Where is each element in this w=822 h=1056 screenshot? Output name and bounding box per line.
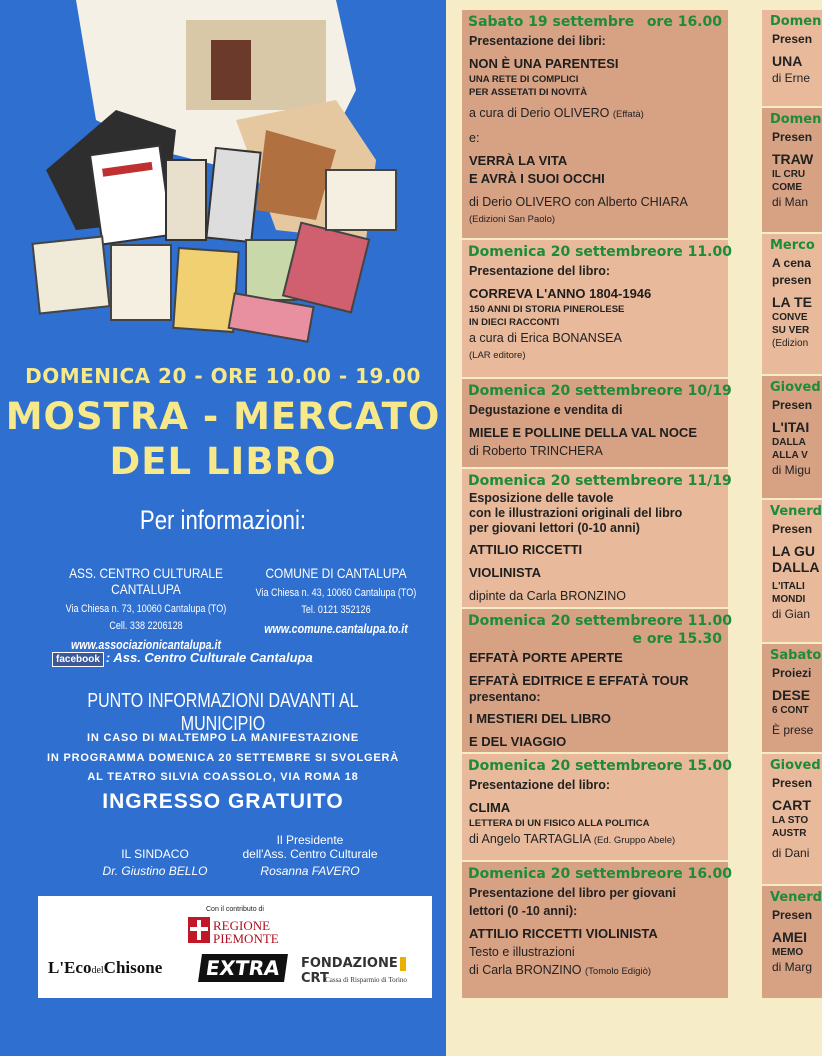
event-subtitle: 6 CONT: [772, 705, 809, 716]
event-line: di Angelo TARTAGLIA (Ed. Gruppo Abele): [469, 832, 676, 846]
program-event: [762, 754, 822, 884]
event-subtitle: LA STO: [772, 815, 809, 826]
facebook-icon: facebook: [52, 652, 104, 667]
program-event: [462, 10, 728, 238]
event-day: Domenica 20 settembre: [468, 244, 657, 260]
event-subtitle: ALLA V: [772, 450, 808, 461]
event-title-line-2: DEL LIBRO: [109, 440, 337, 483]
event-subtitle: CONVE: [772, 312, 808, 323]
extra-logo: EXTRA: [198, 954, 288, 982]
event-book-title: CART: [772, 797, 811, 813]
event-book-title: DESE: [772, 687, 811, 703]
event-time: ore 11.00: [656, 244, 732, 260]
program-event: [762, 644, 822, 752]
contact-website-link[interactable]: www.comune.cantalupa.to.it: [264, 621, 408, 636]
event-day: Gioved: [770, 758, 821, 773]
event-subtitle: MONDI: [772, 594, 806, 605]
program-event: [762, 886, 822, 998]
contact-phone: Tel. 0121 352126: [301, 604, 371, 616]
event-day: Sabato: [770, 648, 822, 663]
event-subtitle: IL CRU: [772, 169, 806, 180]
event-book-title: CORREVA L'ANNO 1804-1946: [469, 286, 652, 301]
event-day: Domenica 20 settembre: [468, 758, 657, 774]
program-event: [762, 500, 822, 642]
event-line: presen: [772, 273, 812, 287]
event-line: di Dani: [772, 846, 810, 860]
event-time: ore 10/19: [656, 383, 732, 399]
event-time: ore 16.00: [646, 14, 722, 30]
signature-role: IL SINDACO: [121, 847, 189, 861]
event-subtitle: UNA RETE DI COMPLICI: [469, 74, 579, 85]
event-line: a cura di Erica BONANSEA: [469, 331, 622, 345]
event-line: Presen: [772, 908, 813, 922]
event-book-title: ATTILIO RICCETTI: [469, 542, 583, 557]
crt-text: CRT: [301, 971, 329, 986]
event-line: Presen: [772, 32, 813, 46]
event-subtitle: COME: [772, 182, 802, 193]
event-day: Venerd: [770, 890, 822, 905]
program-event: [462, 862, 732, 998]
event-day: Domen: [770, 112, 822, 127]
president-signature: [230, 833, 390, 878]
event-line: Presentazione del libro per giovani: [469, 886, 676, 900]
event-book-title: L'ITAI: [772, 419, 810, 435]
regione-piemonte-logo: [188, 917, 298, 947]
event-subtitle: PER ASSETATI DI NOVITÀ: [469, 87, 588, 98]
signature-role: Il Presidente: [276, 833, 344, 847]
fondazione-text: FONDAZIONE: [301, 956, 398, 971]
contact-name: COMUNE DI CANTALUPA: [265, 565, 407, 581]
event-subtitle: 150 ANNI DI STORIA PINEROLESE: [469, 304, 625, 315]
event-book-title: ATTILIO RICCETTI VIOLINISTA: [469, 926, 658, 941]
event-line: di Carla BRONZINO (Tomolo Edigiò): [469, 963, 652, 977]
cassa-risparmio-text: Cassa di Risparmio di Torino: [325, 976, 407, 984]
event-day: Domen: [770, 14, 822, 29]
event-book-title: AMEI: [772, 929, 807, 945]
event-subtitle: L'ITALI: [772, 581, 805, 592]
event-line: Testo e illustrazioni: [469, 945, 575, 959]
event-time-2: e ore 15.30: [632, 631, 722, 647]
event-line: e:: [469, 131, 480, 145]
event-day: Domenica 20 settembre: [468, 473, 657, 489]
event-subtitle: AUSTR: [772, 828, 807, 839]
event-line: Esposizione delle tavole: [469, 491, 614, 505]
sponsors-caption: Con il contributo di: [206, 906, 264, 913]
eco-text-1: L'Eco: [48, 958, 92, 977]
event-header: [462, 10, 728, 32]
event-line: Presen: [772, 776, 813, 790]
event-book-title: CLIMA: [469, 800, 511, 815]
event-line: Presen: [772, 130, 813, 144]
program-event: [462, 754, 732, 860]
event-time: ore 16.00: [656, 866, 732, 882]
event-publisher: (LAR editore): [469, 350, 526, 361]
event-line: Presen: [772, 522, 813, 536]
mayor-signature: [70, 847, 240, 878]
event-subtitle: LETTERA DI UN FISICO ALLA POLITICA: [469, 818, 650, 829]
facebook-line[interactable]: [52, 650, 313, 667]
event-book-title: LA GU: [772, 543, 816, 559]
eco-del-chisone-logo: [48, 958, 162, 978]
event-line: lettori (0 -10 anni):: [469, 904, 578, 918]
event-line: di Gian: [772, 607, 811, 621]
eco-text-2: del: [91, 965, 104, 976]
event-publisher: (Edizioni San Paolo): [469, 214, 556, 225]
event-book-title: DALLA: [772, 559, 820, 575]
event-line: di Roberto TRINCHERA: [469, 444, 603, 458]
event-book-title: UNA: [772, 53, 803, 69]
event-subtitle: SU VER: [772, 325, 810, 336]
event-day: Merco: [770, 238, 815, 253]
contact-association: [36, 565, 256, 656]
eco-text-3: Chisone: [103, 958, 163, 977]
free-entry-notice: INGRESSO GRATUITO: [102, 790, 344, 813]
event-day: Domenica 20 settembre: [468, 383, 657, 399]
event-line: È prese: [772, 723, 814, 737]
regione-shield-icon: [188, 917, 210, 943]
event-publisher: (Edizion: [772, 338, 809, 349]
event-line: A cena: [772, 256, 811, 270]
event-line: Proiezi: [772, 666, 812, 680]
event-header: [462, 862, 732, 884]
contact-website-link[interactable]: www.associazionicantalupa.it: [70, 637, 222, 652]
regione-text-2: PIEMONTE: [213, 931, 279, 946]
signature-name: Rosanna FAVERO: [260, 864, 360, 878]
weather-notice-line-2: IN PROGRAMMA DOMENICA 20 SETTEMBRE SI SVOLGERÀ: [47, 752, 399, 764]
event-day: Domenica 20 settembre: [468, 613, 657, 629]
program-event: [762, 108, 822, 232]
event-time: ore 11/19: [656, 473, 732, 489]
event-header: [462, 379, 732, 401]
event-header: [462, 754, 732, 776]
event-subtitle: IN DIECI RACCONTI: [469, 317, 560, 328]
contact-phone: Cell. 338 2206128: [109, 620, 183, 632]
contact-municipality: [226, 565, 446, 640]
event-line: a cura di Derio OLIVERO (Effatà): [469, 106, 644, 120]
event-line: presentano:: [469, 690, 541, 704]
event-line: di Man: [772, 195, 809, 209]
contact-name: ASS. CENTRO CULTURALE CANTALUPA: [69, 565, 223, 597]
event-subtitle: DALLA: [772, 437, 806, 448]
event-time: ore 11.00: [656, 613, 732, 629]
event-book-title: NON È UNA PARENTESI: [469, 56, 619, 71]
event-book-title: EFFATÀ EDITRICE E EFFATÀ TOUR: [469, 673, 689, 688]
event-day: Domenica 20 settembre: [468, 866, 657, 882]
event-book-title: VIOLINISTA: [469, 565, 541, 580]
event-line: di Derio OLIVERO con Alberto CHIARA: [469, 195, 688, 209]
program-column-cropped: [762, 10, 822, 998]
event-day: Venerd: [770, 504, 822, 519]
program-event: [762, 376, 822, 498]
event-line: di Erne: [772, 71, 811, 85]
event-line: Presentazione del libro:: [469, 778, 611, 792]
contact-address: Via Chiesa n. 43, 10060 Cantalupa (TO): [255, 587, 417, 599]
info-heading: Per informazioni:: [139, 505, 307, 535]
event-line: di Marg: [772, 960, 813, 974]
info-point-notice: PUNTO INFORMAZIONI DAVANTI AL MUNICIPIO: [87, 690, 359, 735]
program-event: [462, 609, 732, 752]
contact-address: Via Chiesa n. 73, 10060 Cantalupa (TO): [65, 603, 227, 615]
event-subtitle: MEMO: [772, 947, 804, 958]
event-line: Degustazione e vendita di: [469, 403, 623, 417]
regione-text-1: REGIONE: [213, 918, 271, 933]
event-header: [462, 469, 732, 491]
crt-bar-icon: [400, 957, 406, 971]
program-event: [462, 379, 732, 467]
signature-role: dell'Ass. Centro Culturale: [242, 847, 378, 861]
weather-notice-line-1: IN CASO DI MALTEMPO LA MANIFESTAZIONE: [87, 732, 359, 744]
cover-illustration: [36, 0, 406, 345]
event-day: Sabato 19 settembre: [468, 14, 635, 30]
weather-notice-line-3: AL TEATRO SILVIA COASSOLO, VIA ROMA 18: [87, 771, 359, 783]
event-line: con le illustrazioni originali del libro: [469, 506, 683, 520]
program-column: [462, 10, 732, 998]
event-book-title: E DEL VIAGGIO: [469, 734, 567, 749]
event-book-title: TRAW: [772, 151, 814, 167]
event-line: per giovani lettori (0-10 anni): [469, 521, 640, 535]
event-day: Gioved: [770, 380, 821, 395]
event-book-title: LA TE: [772, 294, 812, 310]
program-event: [462, 469, 732, 607]
event-title-line-1: MOSTRA - MERCATO: [5, 395, 441, 438]
facebook-text: : Ass. Centro Culturale Cantalupa: [105, 650, 313, 665]
signature-name: Dr. Giustino BELLO: [102, 864, 208, 878]
event-book-title: I MESTIERI DEL LIBRO: [469, 711, 612, 726]
program-event: [762, 10, 822, 106]
event-header: [462, 240, 732, 262]
sponsors-box: [38, 896, 432, 998]
event-time: ore 15.00: [656, 758, 732, 774]
event-book-title: EFFATÀ PORTE APERTE: [469, 650, 623, 665]
event-line: dipinte da Carla BRONZINO: [469, 589, 627, 603]
event-book-title: VERRÀ LA VITA: [469, 153, 568, 168]
event-book-title: E AVRÀ I SUOI OCCHI: [469, 171, 605, 186]
event-line: di Migu: [772, 463, 811, 477]
program-event: [762, 234, 822, 374]
event-line: Presentazione dei libri:: [469, 34, 606, 48]
event-date-line: DOMENICA 20 - ORE 10.00 - 19.00: [25, 364, 421, 388]
event-book-title: MIELE E POLLINE DELLA VAL NOCE: [469, 425, 697, 440]
program-event: [462, 240, 732, 377]
event-line: Presentazione del libro:: [469, 264, 611, 278]
event-line: Presen: [772, 398, 813, 412]
event-header: [462, 609, 732, 631]
